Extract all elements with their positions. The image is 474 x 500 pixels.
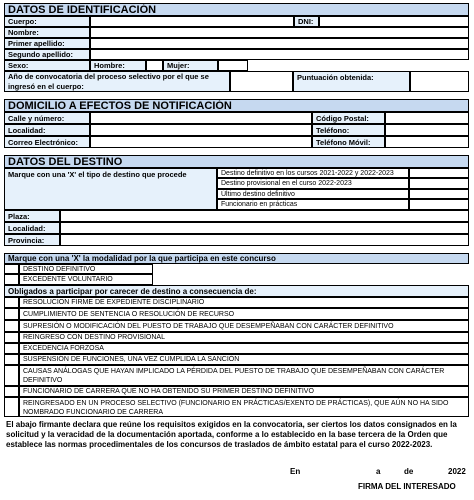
telefono-movil-label: Teléfono Móvil: — [312, 136, 385, 148]
cause-checkbox[interactable] — [4, 365, 19, 386]
localidad-field[interactable] — [90, 124, 312, 136]
provincia-field[interactable] — [60, 234, 469, 246]
cause-label: SUPRESIÓN O MODIFICACIÓN DEL PUESTO DE TRABAJO QUE DESEMPEÑABAN CON CARÁCTER DEFINITIVO — [19, 320, 469, 332]
cause-checkbox[interactable] — [4, 332, 19, 343]
puntuacion-field[interactable] — [410, 71, 469, 92]
cause-checkbox[interactable] — [4, 386, 19, 397]
firma-a: a — [376, 467, 381, 476]
sexo-label: Sexo: — [4, 60, 90, 71]
anio-convocatoria-field[interactable] — [230, 71, 293, 92]
tipo-destino-instruction: Marque con una 'X' el tipo de destino que procede — [4, 168, 217, 210]
anio-convocatoria-label — [4, 71, 230, 92]
cause-label: FUNCIONARIO DE CARRERA QUE NO HA OBTENIDO SU PRIMER DESTINO DEFINITIVO — [19, 386, 469, 397]
destino-localidad-label: Localidad: — [4, 222, 60, 234]
destino-option-definitivo-checkbox[interactable] — [409, 168, 469, 178]
firma-en: En — [290, 467, 301, 476]
hombre-checkbox[interactable] — [146, 60, 163, 71]
segundo-apellido-field[interactable] — [90, 49, 469, 60]
nombre-field[interactable] — [90, 27, 469, 38]
primer-apellido-label: Primer apellido: — [4, 38, 90, 49]
domicilio-header: DOMICILIO A EFECTOS DE NOTIFICACIÓN — [4, 99, 469, 112]
cuerpo-label: Cuerpo: — [4, 16, 90, 27]
cause-label: CUMPLIMIENTO DE SENTENCIA O RESOLUCIÓN DE RECURSO — [19, 308, 469, 320]
cause-label: SUSPENSIÓN DE FUNCIONES, UNA VEZ CUMPLIDA LA SANCIÓN — [19, 354, 469, 365]
telefono-movil-field[interactable] — [385, 136, 469, 148]
obligados-header: Obligados a participar por carecer de destino a consecuencia de: — [4, 285, 469, 297]
modalidad-header: Marque con una 'X' la modalidad por la que participa en este concurso — [4, 253, 469, 264]
cause-label: RESOLUCION FIRME DE EXPEDIENTE DISCIPLINARIO — [19, 297, 469, 308]
destino-localidad-field[interactable] — [60, 222, 469, 234]
destino-header: DATOS DEL DESTINO — [4, 155, 469, 168]
nombre-label: Nombre: — [4, 27, 90, 38]
cause-checkbox[interactable] — [4, 354, 19, 365]
cause-checkbox[interactable] — [4, 320, 19, 332]
anio-line-2: ingresó en el cuerpo: — [8, 82, 84, 91]
cause-checkbox[interactable] — [4, 297, 19, 308]
correo-label: Correo Electrónico: — [4, 136, 90, 148]
destino-option-provisional: Destino provisional en el curso 2022-2023 — [217, 178, 409, 189]
anio-line-1: Año de convocatoria del proceso selectivo por el que se — [8, 72, 209, 81]
primer-apellido-field[interactable] — [90, 38, 469, 49]
codigo-postal-field[interactable] — [385, 112, 469, 124]
cause-label: EXCEDENCIA FORZOSA — [19, 343, 469, 354]
calle-label: Calle y número: — [4, 112, 90, 124]
destino-option-ultimo: Último destino definitivo — [217, 189, 409, 199]
modalidad-excedente-label: EXCEDENTE VOLUNTARIO — [19, 274, 153, 285]
firma-year: 2022 — [448, 467, 466, 476]
destino-option-provisional-checkbox[interactable] — [409, 178, 469, 189]
mujer-checkbox[interactable] — [218, 60, 248, 71]
correo-field[interactable] — [90, 136, 312, 148]
destino-option-definitivo: Destino definitivo en los cursos 2021-2022 y 2022-2023 — [217, 168, 409, 178]
mujer-label: Mujer: — [163, 60, 218, 71]
modalidad-definitivo-label: DESTINO DEFINITIVO — [19, 264, 153, 274]
localidad-label: Localidad: — [4, 124, 90, 136]
telefono-label: Teléfono: — [312, 124, 385, 136]
cause-checkbox[interactable] — [4, 308, 19, 320]
firma-interesado-label: FIRMA DEL INTERESADO — [358, 482, 456, 491]
cuerpo-field[interactable] — [90, 16, 294, 27]
cause-label: REINGRESO CON DESTINO PROVISIONAL — [19, 332, 469, 343]
plaza-field[interactable] — [60, 210, 469, 222]
plaza-label: Plaza: — [4, 210, 60, 222]
modalidad-definitivo-checkbox[interactable] — [4, 264, 19, 274]
dni-label: DNI: — [294, 16, 319, 27]
cause-checkbox[interactable] — [4, 343, 19, 354]
identificacion-header: DATOS DE IDENTIFICACIÓN — [4, 3, 469, 16]
cause-checkbox[interactable] — [4, 397, 19, 417]
destino-option-practicas: Funcionario en prácticas — [217, 199, 409, 210]
provincia-label: Provincia: — [4, 234, 60, 246]
destino-option-ultimo-checkbox[interactable] — [409, 189, 469, 199]
telefono-field[interactable] — [385, 124, 469, 136]
segundo-apellido-label: Segundo apellido: — [4, 49, 90, 60]
firma-de: de — [404, 467, 414, 476]
modalidad-excedente-checkbox[interactable] — [4, 274, 19, 285]
cause-label: CAUSAS ANÁLOGAS QUE HAYAN IMPLICADO LA PÉRDIDA DEL PUESTO DE TRABAJO QUE DESEMPEÑABAN CON CARÁCTER DEFINITIVO — [19, 365, 469, 386]
cause-label: REINGRESADO EN UN PROCESO SELECTIVO (FUNCIONARIO EN PRÁCTICAS/EXENTO DE PRÁCTICAS), QUE AÚN NO HA SIDO NOMBRADO FUNCIONARIO DE CARRERA — [19, 397, 469, 417]
dni-field[interactable] — [319, 16, 469, 27]
destino-option-practicas-checkbox[interactable] — [409, 199, 469, 210]
puntuacion-label: Puntuación obtenida: — [293, 71, 410, 92]
hombre-label: Hombre: — [90, 60, 146, 71]
codigo-postal-label: Código Postal: — [312, 112, 385, 124]
calle-field[interactable] — [90, 112, 312, 124]
declaracion-text: El abajo firmante declara que reúne los requisitos exigidos en la convocatoria, ser ciertos los datos consignados en la solicitud y la veracidad de la documentación aportada, conforme a lo establecido en la base tercera de la Orden que establece las normas procedimentales de los concursos de traslados de ámbito estatal para el curso 2022-2023. — [6, 420, 457, 449]
